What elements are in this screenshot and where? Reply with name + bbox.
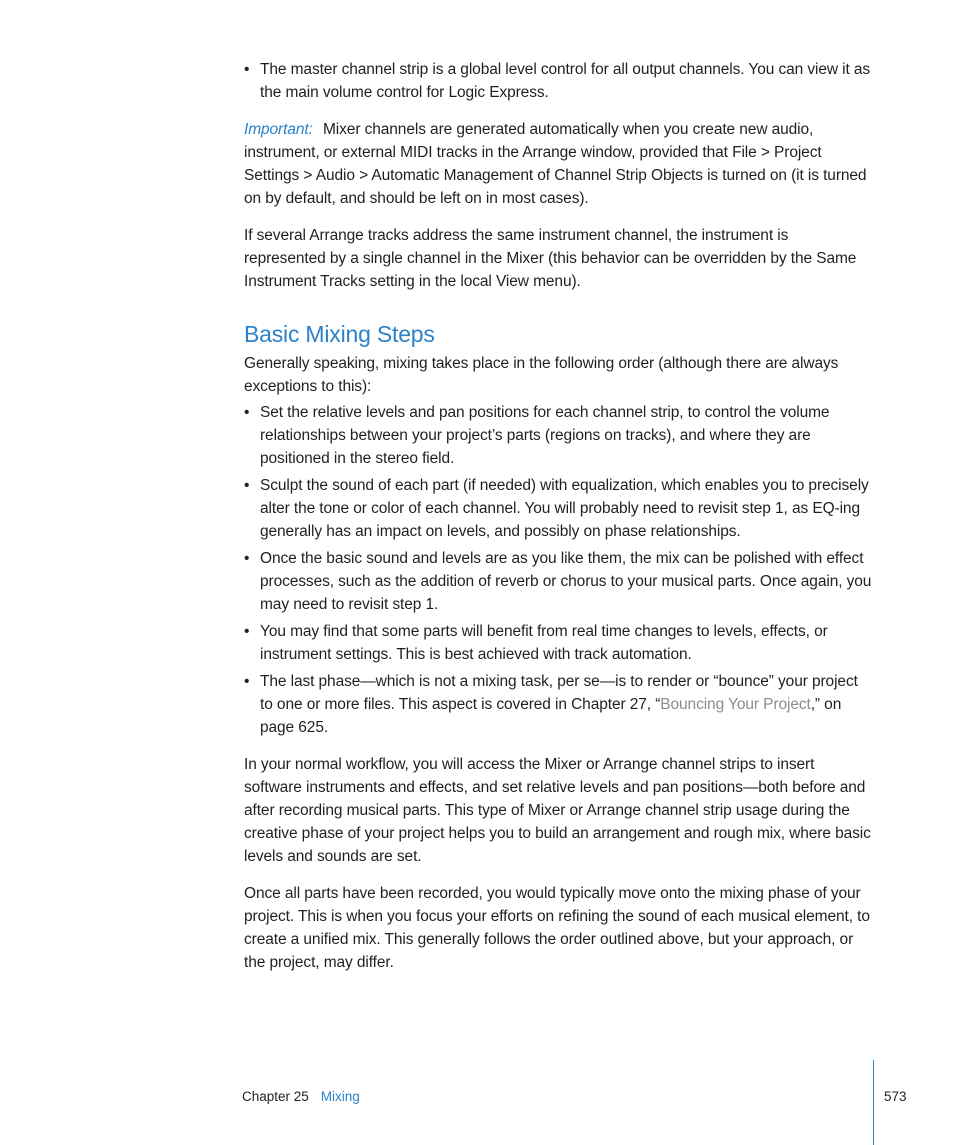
important-label: Important:: [244, 121, 313, 138]
bullet-text-after-link: ,” on page 625.: [260, 696, 842, 736]
bullet-text: You may find that some parts will benefit from real time changes to levels, effects, or instrument settings. This is best achieved with track automation.: [260, 623, 828, 663]
bullet-glyph: •: [244, 61, 250, 78]
section-heading: Basic Mixing Steps: [244, 321, 435, 347]
bullet-glyph: •: [244, 623, 250, 640]
important-note: [244, 118, 874, 210]
paragraph-workflow: In your normal workflow, you will access the Mixer or Arrange channel strips to insert software instruments and effects, and set relative levels and pan positions—both before and after recording musical parts. This type of Mixer or Arrange channel strip usage during the creative phase of your project helps you to build an arrangement and rough mix, where basic levels and sounds are set.: [244, 756, 871, 865]
bullet-glyph: •: [244, 477, 250, 494]
page-number: 573: [884, 1089, 907, 1104]
bouncing-your-project-link[interactable]: Bouncing Your Project: [660, 696, 811, 713]
list-item: [244, 474, 874, 543]
bullet-text: Sculpt the sound of each part (if needed) with equalization, which enables you to precisely alter the tone or color of each channel. You will probably need to revisit step 1, as EQ-ing generally has an impact on levels, and possibly on phase relationships.: [260, 477, 869, 540]
paragraph-mixing-phase: Once all parts have been recorded, you would typically move onto the mixing phase of your project. This is when you focus your efforts on refining the sound of each musical element, to create a unified mix. This generally follows the order outlined above, but your approach, or the project, may differ.: [244, 885, 870, 971]
important-text: Mixer channels are generated automatically when you create new audio, instrument, or external MIDI tracks in the Arrange window, provided that File > Project Settings > Audio > Automatic Management of Channel Strip Objects is turned on (it is turned on by default, and should be left on in most cases).: [244, 121, 867, 207]
list-item: [244, 547, 874, 616]
bullet-text: [260, 673, 858, 736]
list-item: [244, 670, 874, 739]
footer-chapter-label: Chapter 25: [242, 1089, 309, 1104]
list-item: [244, 58, 874, 104]
bullet-glyph: •: [244, 550, 250, 567]
bullet-text: The master channel strip is a global level control for all output channels. You can view it as the main volume control for Logic Express.: [260, 61, 871, 101]
list-item: [244, 620, 874, 666]
bullet-glyph: •: [244, 673, 250, 690]
footer-section-link[interactable]: Mixing: [320, 1089, 360, 1104]
list-item: [244, 401, 874, 470]
paragraph-instrument-channel: If several Arrange tracks address the same instrument channel, the instrument is represented by a single channel in the Mixer (this behavior can be overridden by the Same Instrument Tracks setting in the local View menu).: [244, 227, 857, 290]
section-intro: Generally speaking, mixing takes place in the following order (although there are always exceptions to this):: [244, 355, 839, 395]
bullet-text: Set the relative levels and pan positions for each channel strip, to control the volume relationships between your project’s parts (regions on tracks), and where they are positioned in the stereo field.: [260, 404, 830, 467]
page-body: [244, 58, 874, 988]
bullet-glyph: •: [244, 404, 250, 421]
footer-chapter: [242, 1089, 360, 1104]
bullet-text: Once the basic sound and levels are as you like them, the mix can be polished with effect processes, such as the addition of reverb or chorus to your musical parts. Once again, you may need to revisit step 1.: [260, 550, 872, 613]
bullet-text-before-link: The last phase—which is not a mixing task, per se—is to render or “bounce” your project to one or more files. This aspect is covered in Chapter 27, “: [260, 673, 858, 713]
footer-divider: [873, 1060, 874, 1145]
